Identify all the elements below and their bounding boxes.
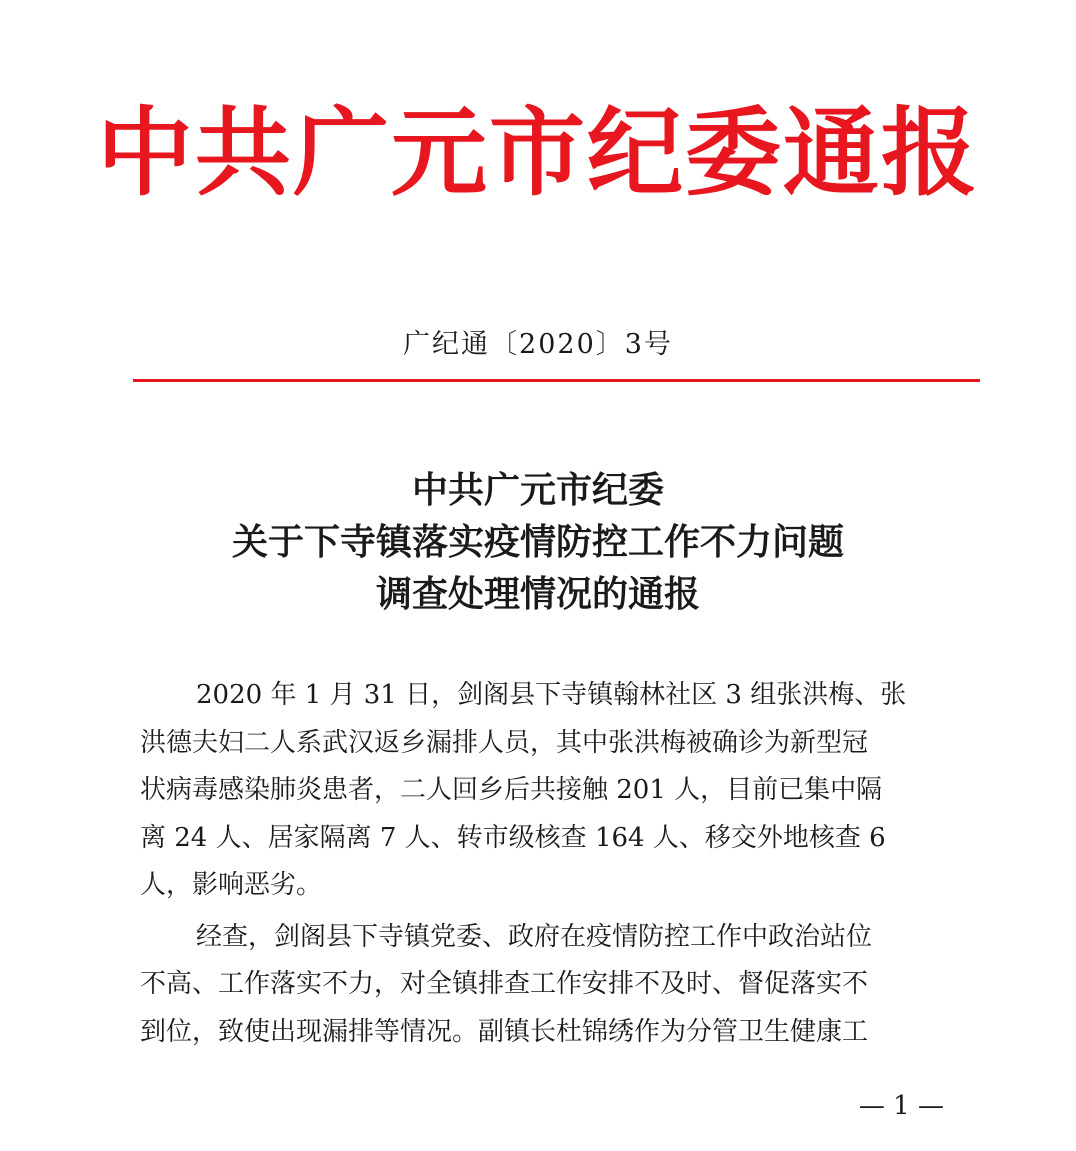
body-line: 离 24 人、居家隔离 7 人、转市级核查 164 人、移交外地核查 6 xyxy=(140,822,886,853)
notice-title xyxy=(0,465,1076,621)
red-divider xyxy=(133,379,980,382)
page-number: — 1 — xyxy=(858,1091,944,1121)
body-line: 洪德夫妇二人系武汉返乡漏排人员，其中张洪梅被确诊为新型冠 xyxy=(140,727,869,758)
body-line: 状病毒感染肺炎患者，二人回乡后共接触 201 人，目前已集中隔 xyxy=(140,775,883,805)
document-number: 广纪通〔2020〕3号 xyxy=(403,329,673,360)
title-line: 调查处理情况的通报 xyxy=(375,574,700,615)
body-line: 2020 年 1 月 31 日，剑阁县下寺镇翰林社区 3 组张洪梅、张 xyxy=(196,680,907,710)
body-line: 经查，剑阁县下寺镇党委、政府在疫情防控工作中政治站位 xyxy=(196,921,873,952)
title-line: 中共广元市纪委 xyxy=(411,470,664,511)
body-line: 人，影响恶劣。 xyxy=(140,870,323,900)
title-line: 关于下寺镇落实疫情防控工作不力问题 xyxy=(231,522,844,563)
body-line: 到位，致使出现漏排等情况。副镇长杜锦绣作为分管卫生健康工 xyxy=(140,1016,869,1047)
masthead-title: 中共广元市纪委通报 xyxy=(97,97,979,209)
body-line: 不高、工作落实不力，对全镇排查工作安排不及时、督促落实不 xyxy=(140,969,869,999)
body-text xyxy=(140,672,945,1056)
